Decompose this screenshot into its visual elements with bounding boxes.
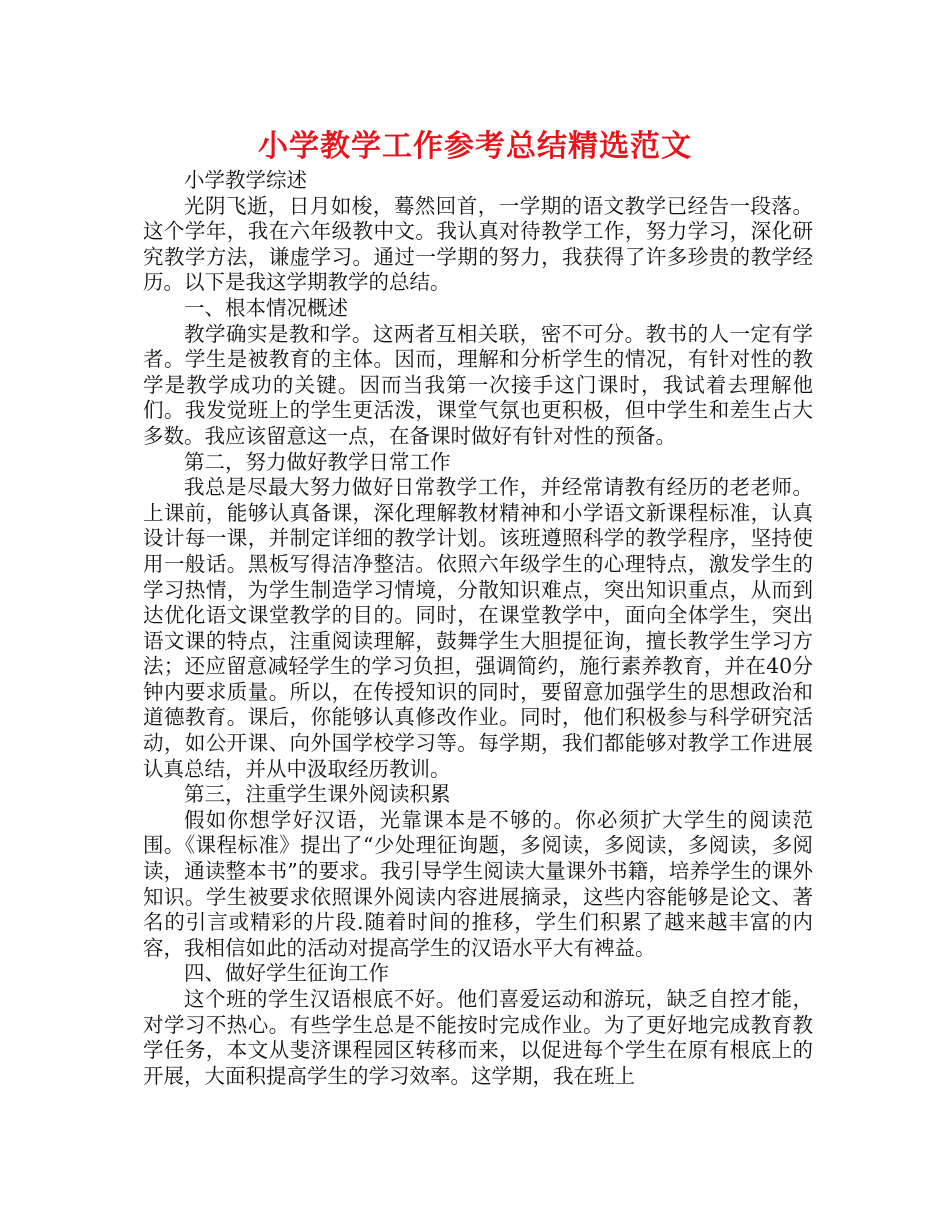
document-title: 小学教学工作参考总结精选范文 <box>258 129 692 164</box>
section-heading-4: 四、做好学生征询工作 <box>184 961 389 986</box>
paragraph-section-2: 我总是尽最大努力做好日常教学工作，并经常请教有经历的老老师。上课前，能够认真备课，深化理解教材精神和小学语文新课程标准，认真设计每一课，并制定详细的教学计划。该班遵照科学的教学程序，坚持使用一般话。黑板写得洁净整洁。依照六年级学生的心理特点，激发学生的学习热情，为学生制造学习情境，分散知识难点，突出知识重点，从而到达优化语文课堂教学的目的。同时，在课堂教学中，面向全体学生，突出语文课的特点，注重阅读理解，鼓舞学生大胆提征询，擅长教学生学习方法；还应留意减轻学生的学习负担，强调简约，施行素养教育，并在40分钟内要求质量。所以，在传授知识的同时，要留意加强学生的思想政治和道德教育。课后，你能够认真修改作业。同时，他们积极参与科学研究活动，如公开课、向外国学校学习等。每学期，我们都能够对教学工作进展认真总结，并从中汲取经历教训。 <box>143 475 813 781</box>
paragraph-subtitle: 小学教学综述 <box>184 168 307 192</box>
paragraph-intro: 光阴飞逝，日月如梭，蓦然回首，一学期的语文教学已经告一段落。这个学年，我在六年级教中文。我认真对待教学工作，努力学习，深化研究教学方法，谦虚学习。通过一学期的努力，我获得了许多珍贵的教学经历。以下是我这学期教学的总结。 <box>143 193 813 295</box>
paragraph-section-4: 这个班的学生汉语根底不好。他们喜爱运动和游玩，缺乏自控才能，对学习不热心。有些学生总是不能按时完成作业。为了更好地完成教育教学任务，本文从斐济课程园区转移而来，以促进每个学生在原有根底上的开展，大面积提高学生的学习效率。这学期，我在班上 <box>143 987 813 1088</box>
paragraph-section-1: 教学确实是教和学。这两者互相关联，密不可分。教书的人一定有学者。学生是被教育的主体。因而，理解和分析学生的情况，有针对性的教学是教学成功的关键。因而当我第一次接手这门课时，我试着去理解他们。我发觉班上的学生更活泼，课堂气氛也更积极，但中学生和差生占大多数。我应该留意这一点，在备课时做好有针对性的预备。 <box>143 321 813 448</box>
section-heading-3: 第三，注重学生课外阅读积累 <box>184 782 451 807</box>
section-heading-1: 一、根本情况概述 <box>184 295 348 320</box>
paragraph-section-3: 假如你想学好汉语，光靠课本是不够的。你必须扩大学生的阅读范围。《课程标准》提出了“少处理征询题，多阅读，多阅读，多阅读，多阅读，通读整本书”的要求。我引导学生阅读大量课外书籍，培养学生的课外知识。学生被要求依照课外阅读内容进展摘录，这些内容能够是论文、著名的引言或精彩的片段.随着时间的推移，学生们积累了越来越丰富的内容，我相信如此的活动对提高学生的汉语水平大有裨益。 <box>143 807 813 960</box>
document-body <box>143 168 813 1089</box>
section-heading-2: 第二，努力做好教学日常工作 <box>184 449 451 474</box>
